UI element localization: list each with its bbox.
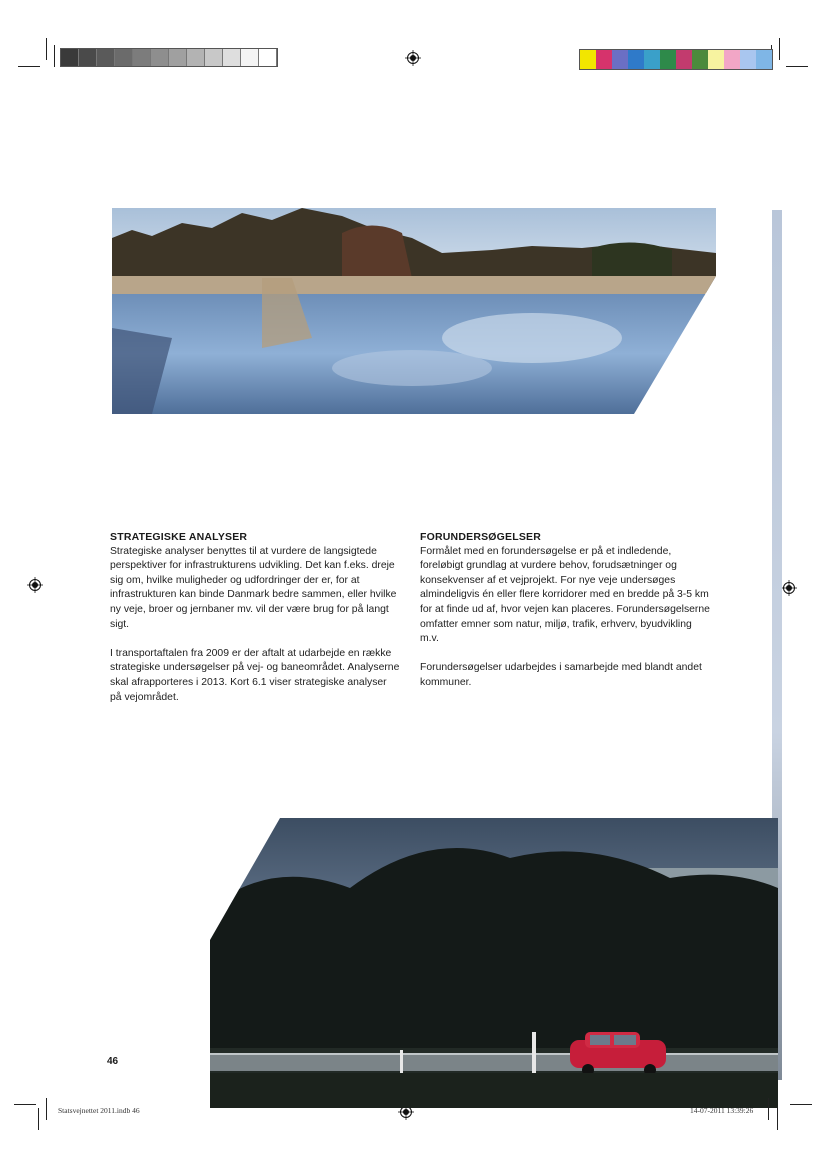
file-slug: Statsvejnettet 2011.indb 46 [58,1106,140,1115]
forest-road-photo [210,818,778,1108]
print-timestamp: 14-07-2011 13:39:26 [690,1106,754,1115]
section-heading: STRATEGISKE ANALYSER [110,531,248,543]
crop-mark [46,1098,47,1120]
color-swatch [724,50,740,69]
crop-mark [54,45,55,67]
color-swatch [676,50,692,69]
gray-swatch [97,49,115,66]
crop-mark [790,1104,812,1105]
color-swatch [612,50,628,69]
gray-swatch [205,49,223,66]
gray-swatch [151,49,169,66]
lake-landscape-photo [112,208,716,414]
crop-mark [18,66,40,67]
body-paragraph: I transportaftalen fra 2009 er der aftalt at udarbejde en række strategiske undersøgelser på vej- og baneområdet. Analyserne skal afrapporteres i 2013. Kort 6.1 viser strategiske analyser på vejområdet. [110,647,400,703]
color-swatch [756,50,772,69]
process-color-bar [579,49,773,70]
color-swatch [644,50,660,69]
gray-swatch [79,49,97,66]
page-number: 46 [107,1056,119,1067]
crop-mark [777,1108,778,1130]
crop-mark [46,38,47,60]
crop-mark [14,1104,36,1105]
gray-swatch [223,49,241,66]
gray-swatch [187,49,205,66]
registration-mark-icon [27,577,43,593]
gray-swatch [169,49,187,66]
gray-swatch [133,49,151,66]
grayscale-color-bar [60,48,278,67]
color-swatch [740,50,756,69]
body-paragraph: Forundersøgelser udarbejdes i samarbejde med blandt andet kommuner. [420,662,702,688]
gray-swatch [115,49,133,66]
body-paragraph: Formålet med en forundersøgelse er på et indledende, foreløbigt grundlag at vurdere behov, forudsætninger og konsekvenser af et vejprojekt. For nye veje undersøges almindeligvis én eller flere korridorer med en bredde på 3-5 km for at finde ud af, hvor vejen kan placeres. Forundersøgelserne omfatter emner som natur, miljø, trafik, erhverv, byudvikling m.v. [420,545,710,645]
crop-mark [38,1108,39,1130]
crop-mark [786,66,808,67]
section-heading: FORUNDERSØGELSER [420,531,542,543]
crop-mark [779,38,780,60]
color-swatch [708,50,724,69]
strategic-analyses-section [110,530,400,720]
color-swatch [692,50,708,69]
color-swatch [628,50,644,69]
color-swatch [580,50,596,69]
registration-mark-icon [405,50,421,66]
color-swatch [660,50,676,69]
gray-swatch [241,49,259,66]
color-swatch [596,50,612,69]
preliminary-studies-section [420,530,710,705]
gray-swatch [259,49,277,66]
registration-mark-icon [781,580,797,596]
gray-swatch [61,49,79,66]
body-paragraph: Strategiske analyser benyttes til at vurdere de langsigtede perspektiver for infrastrukturens udvikling. Det kan f.eks. dreje sig om, hvilke muligheder og udfordringer der er, for at infrastrukturen kan binde Danmark bedre sammen, eller hvilke ny veje, broer og jernbaner mv. vil der være brug for på langt sigt. [110,545,397,630]
crop-mark [768,1098,769,1120]
